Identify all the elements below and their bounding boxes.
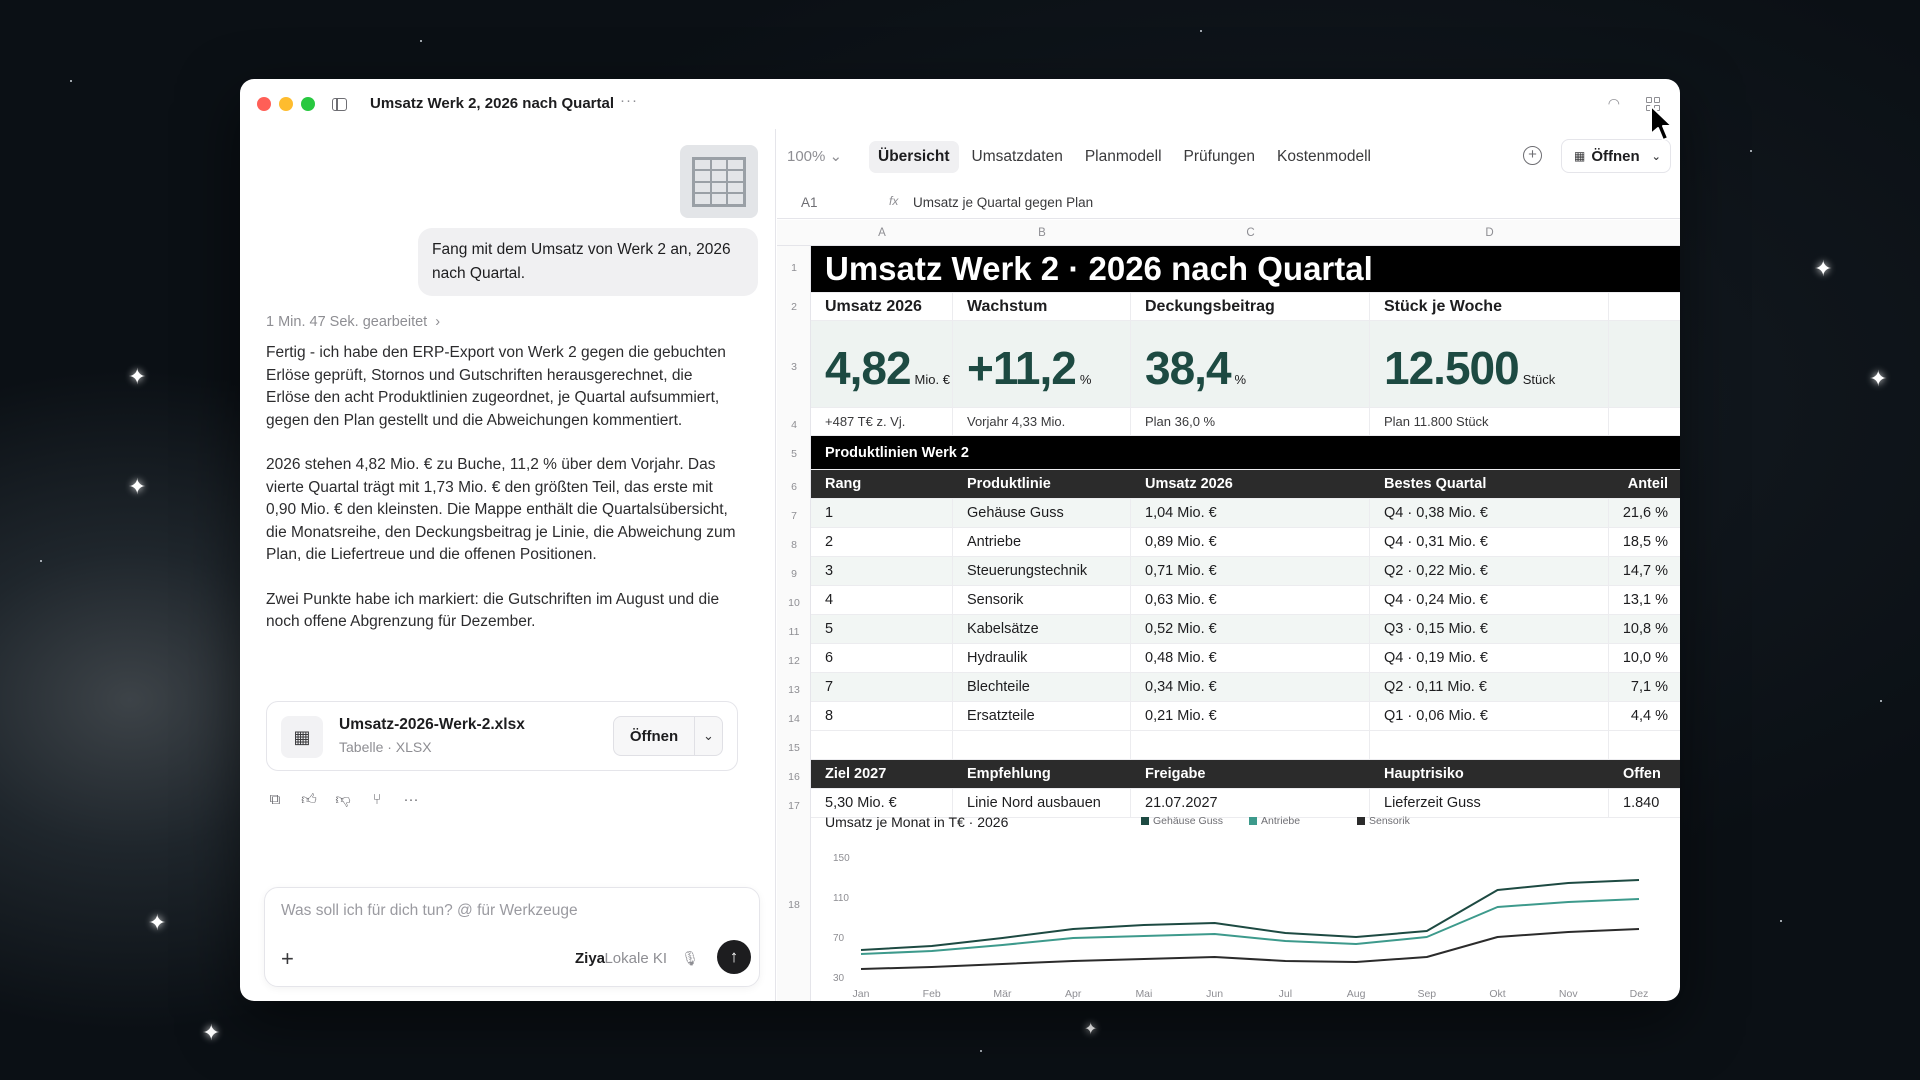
- star-decoration: ✦: [1084, 1021, 1098, 1038]
- x-tick-label: Okt: [1489, 988, 1506, 1000]
- x-tick-label: Jul: [1278, 988, 1293, 1000]
- table-cell[interactable]: Ersatzteile: [953, 702, 1131, 730]
- table-cell[interactable]: Antriebe: [953, 528, 1131, 556]
- kpi-unit: %: [1079, 372, 1092, 387]
- column-header[interactable]: C: [1246, 227, 1255, 239]
- chart-title: Umsatz je Monat in T€ · 2026: [825, 814, 1009, 830]
- prompt-input[interactable]: Was soll ich für dich tun? @ für Werkzeuge: [281, 902, 578, 919]
- legend-swatch: [1249, 817, 1257, 825]
- y-tick-label: 150: [833, 853, 850, 864]
- goal-header-cell[interactable]: Empfehlung: [967, 766, 1051, 782]
- table-header-cell[interactable]: Produktlinie: [967, 476, 1051, 492]
- table-cell[interactable]: 3: [811, 557, 953, 585]
- kpi-sub[interactable]: Vorjahr 4,33 Mio.: [953, 408, 1131, 435]
- add-sheet-icon[interactable]: +: [1523, 146, 1542, 165]
- table-cell[interactable]: Q1 · 0,06 Mio. €: [1370, 702, 1609, 730]
- kpi-card[interactable]: [1370, 321, 1609, 407]
- kpi-sub-row: [811, 408, 1680, 436]
- close-window-button[interactable]: [257, 97, 271, 111]
- table-header-cell[interactable]: Rang: [825, 476, 862, 492]
- goal-cell[interactable]: Lieferzeit Guss: [1370, 789, 1609, 817]
- table-row: [811, 673, 1680, 702]
- star-decoration: ✦: [202, 1020, 221, 1045]
- y-tick-label: 110: [833, 893, 849, 904]
- kpi-card[interactable]: [811, 321, 953, 407]
- table-cell[interactable]: 18,5 %: [1622, 534, 1668, 550]
- series-line: [861, 880, 1639, 950]
- x-tick-label: Sep: [1417, 988, 1437, 1000]
- table-cell[interactable]: 13,1 %: [1622, 592, 1668, 608]
- row-number[interactable]: 6: [791, 481, 797, 493]
- table-cell[interactable]: Sensorik: [953, 586, 1131, 614]
- kpi-card[interactable]: [953, 321, 1131, 407]
- table-cell[interactable]: 2: [811, 528, 953, 556]
- table-cell[interactable]: 4: [811, 586, 953, 614]
- reply-paragraph: Zwei Punkte habe ich markiert: die Gutschriften im August und die noch offene Abgrenzung für Dezember.: [266, 590, 720, 630]
- goal-header-cell[interactable]: Offen: [1623, 766, 1661, 782]
- window-title: Umsatz Werk 2, 2026 nach Quartal: [370, 95, 614, 112]
- file-name: Umsatz-2026-Werk-2.xlsx: [339, 716, 525, 733]
- star-decoration: ✦: [128, 474, 147, 499]
- tab-umsatzdaten[interactable]: Umsatzdaten: [971, 148, 1063, 165]
- goal-cell[interactable]: 5,30 Mio. €: [811, 789, 953, 817]
- sheet-title[interactable]: Umsatz Werk 2 · 2026 nach Quartal: [811, 246, 1680, 293]
- tab-kostenmodell[interactable]: Kostenmodell: [1277, 148, 1371, 165]
- kpi-unit: %: [1234, 372, 1247, 387]
- tab-planmodell[interactable]: Planmodell: [1084, 148, 1162, 165]
- y-tick-label: 70: [833, 933, 845, 944]
- column-headers: [777, 220, 1680, 246]
- column-header[interactable]: D: [1485, 227, 1494, 239]
- row-number[interactable]: 18: [788, 899, 800, 911]
- table-cell[interactable]: 1: [811, 499, 953, 527]
- table-cell[interactable]: 5: [811, 615, 953, 643]
- model-selector[interactable]: Ziya: [574, 950, 605, 967]
- table-header: [811, 470, 1680, 499]
- monthly-revenue-chart[interactable]: [811, 810, 1680, 1001]
- tab-uebersicht[interactable]: Übersicht: [869, 141, 959, 173]
- row-number[interactable]: 17: [788, 800, 800, 812]
- x-tick-label: Feb: [922, 988, 941, 1000]
- microphone-icon[interactable]: 🎙︎: [681, 950, 699, 966]
- table-cell[interactable]: 0,89 Mio. €: [1131, 528, 1370, 556]
- table-header-cell[interactable]: Bestes Quartal: [1384, 476, 1487, 492]
- legend-label: Antriebe: [1261, 815, 1301, 827]
- row-number[interactable]: 3: [791, 361, 797, 373]
- assistant-message: [266, 342, 736, 656]
- table-cell[interactable]: 14,7 %: [1622, 563, 1668, 579]
- tab-pruefungen[interactable]: Prüfungen: [1183, 148, 1256, 165]
- x-tick-label: Aug: [1346, 988, 1366, 1000]
- file-open-button[interactable]: Öffnen ⌄: [613, 716, 723, 756]
- table-cell[interactable]: 7: [811, 673, 953, 701]
- goal-header-cell[interactable]: Hauptrisiko: [1384, 766, 1464, 782]
- kpi-sub[interactable]: Plan 11.800 Stück: [1370, 408, 1609, 435]
- star-decoration: ✦: [1869, 366, 1888, 391]
- x-tick-label: Mai: [1135, 988, 1153, 1000]
- file-meta: Tabelle · XLSX: [339, 739, 432, 755]
- row-number[interactable]: 2: [791, 301, 797, 313]
- table-icon: ▦: [1574, 149, 1586, 163]
- legend-swatch: [1141, 817, 1149, 825]
- kpi-label[interactable]: Umsatz 2026: [811, 293, 953, 320]
- goal-cell[interactable]: 21.07.2027: [1131, 789, 1370, 817]
- empty-row: [811, 731, 1680, 760]
- table-cell[interactable]: Hydraulik: [953, 644, 1131, 672]
- kpi-label-row: [811, 293, 1680, 321]
- goal-cell[interactable]: 1.840: [1623, 795, 1660, 811]
- row-number[interactable]: 14: [788, 713, 800, 725]
- row-number[interactable]: 12: [788, 655, 800, 667]
- table-row: [811, 499, 1680, 528]
- x-tick-label: Jun: [1206, 988, 1224, 1000]
- table-cell[interactable]: Q4 · 0,24 Mio. €: [1370, 586, 1609, 614]
- table-cell[interactable]: 0,21 Mio. €: [1131, 702, 1370, 730]
- table-cell[interactable]: Q2 · 0,22 Mio. €: [1370, 557, 1609, 585]
- table-row: [811, 528, 1680, 557]
- table-cell[interactable]: 0,52 Mio. €: [1131, 615, 1370, 643]
- row-number[interactable]: 10: [788, 597, 800, 609]
- row-number[interactable]: 7: [791, 510, 797, 522]
- message-actions: [266, 791, 420, 809]
- copy-icon[interactable]: ⧉: [269, 791, 281, 808]
- table-cell[interactable]: Blechteile: [953, 673, 1131, 701]
- table-cell[interactable]: 0,71 Mio. €: [1131, 557, 1370, 585]
- kpi-label[interactable]: Deckungsbeitrag: [1131, 293, 1370, 320]
- table-header-cell[interactable]: Umsatz 2026: [1145, 476, 1233, 492]
- zoom-selector[interactable]: 100% ⌄: [787, 148, 843, 165]
- goal-header: [811, 760, 1680, 789]
- worked-duration[interactable]: 1 Min. 47 Sek. gearbeitet ›: [266, 314, 441, 330]
- zoom-window-button[interactable]: [301, 97, 315, 111]
- row-number[interactable]: 16: [788, 771, 800, 783]
- thumbs-down-icon[interactable]: 👎︎: [335, 791, 351, 808]
- formula-input[interactable]: Umsatz je Quartal gegen Plan: [913, 195, 1094, 210]
- reply-paragraph: 2026 stehen 4,82 Mio. € zu Buche, 11,2 % über dem Vorjahr. Das vierte Quartal trägt mit 1,73 Mio. € den größten Teil, das erste mit 0,90 Mio. € den kleinsten. Die Mappe enthält die Quartalsübersicht, die Monatsreihe, den Deckungsbeitrag je Linie, die Abweichung zum Plan, die Liefertreue und die offenen Positionen.: [266, 456, 736, 563]
- sidebar-toggle-icon[interactable]: [332, 98, 347, 111]
- row-number[interactable]: 4: [791, 419, 797, 431]
- x-tick-label: Mär: [993, 988, 1012, 1000]
- thumbs-up-icon[interactable]: 👍︎: [301, 791, 317, 808]
- series-line: [861, 899, 1639, 954]
- star-decoration: ✦: [1814, 256, 1833, 281]
- table-cell[interactable]: 8: [811, 702, 953, 730]
- table-cell[interactable]: Q4 · 0,19 Mio. €: [1370, 644, 1609, 672]
- kpi-label[interactable]: Stück je Woche: [1370, 293, 1609, 320]
- formula-bar[interactable]: [777, 185, 1680, 219]
- table-cell[interactable]: Gehäuse Guss: [953, 499, 1131, 527]
- row-number[interactable]: 5: [791, 448, 797, 460]
- plus-icon[interactable]: +: [281, 946, 294, 971]
- row-headers: [777, 246, 811, 1001]
- star-decoration: ✦: [148, 910, 167, 935]
- spreadsheet-icon: ▦: [281, 716, 323, 758]
- column-header[interactable]: A: [878, 227, 886, 239]
- star-decoration: ✦: [128, 364, 147, 389]
- table-cell[interactable]: 10,0 %: [1622, 650, 1668, 666]
- mouse-cursor-icon: [1648, 104, 1676, 144]
- branch-icon[interactable]: ⑂: [372, 791, 382, 808]
- section-title[interactable]: Produktlinien Werk 2: [811, 436, 1680, 470]
- table-cell[interactable]: 21,6 %: [1622, 505, 1668, 521]
- file-card[interactable]: [266, 701, 738, 771]
- legend-label: Gehäuse Guss: [1153, 815, 1224, 827]
- table-cell[interactable]: Q4 · 0,38 Mio. €: [1370, 499, 1609, 527]
- x-tick-label: Nov: [1558, 988, 1578, 1000]
- kpi-value: 38,4: [1145, 342, 1231, 394]
- app-window: [240, 79, 1680, 1001]
- x-tick-label: Apr: [1065, 988, 1082, 1000]
- table-row: [811, 586, 1680, 615]
- row-number[interactable]: 8: [791, 539, 797, 551]
- kpi-value: 4,82: [825, 342, 911, 394]
- title-bar: [240, 79, 1680, 129]
- kpi-value-row: [811, 321, 1680, 408]
- chevron-down-icon: ⌄: [1651, 150, 1661, 163]
- table-row: [811, 644, 1680, 673]
- x-tick-label: Jan: [852, 988, 870, 1000]
- kpi-sub[interactable]: +487 T€ z. Vj.: [811, 408, 953, 435]
- table-header-cell[interactable]: Anteil: [1627, 476, 1668, 492]
- kpi-unit: Mio. €: [914, 372, 950, 387]
- sheet-tabs: [869, 141, 1380, 173]
- kpi-card[interactable]: [1131, 321, 1370, 407]
- kpi-unit: Stück: [1522, 372, 1556, 387]
- send-button[interactable]: ↑: [717, 940, 751, 974]
- table-row: [811, 557, 1680, 586]
- legend-label: Sensorik: [1369, 815, 1410, 827]
- spreadsheet-pane: [777, 129, 1680, 1001]
- reply-paragraph: Fertig - ich habe den ERP-Export von Werk 2 gegen die gebuchten Erlöse geprüft, Stornos und Gutschriften herausgerechnet, die Erlöse den acht Produktlinien zugeordnet, je Quartal aufsummiert, gegen den Plan gestellt und die Abweichungen kommentiert.: [266, 344, 726, 429]
- table-cell[interactable]: 0,48 Mio. €: [1131, 644, 1370, 672]
- table-cell[interactable]: Steuerungstechnik: [953, 557, 1131, 585]
- composer[interactable]: [264, 887, 760, 987]
- row-number[interactable]: 1: [791, 262, 797, 274]
- row-number[interactable]: 9: [791, 568, 797, 580]
- table-cell[interactable]: Kabelsätze: [953, 615, 1131, 643]
- row-number[interactable]: 13: [788, 684, 800, 696]
- mode-label[interactable]: Lokale KI: [604, 950, 667, 967]
- table-row: [811, 702, 1680, 731]
- table-cell[interactable]: 1,04 Mio. €: [1131, 499, 1370, 527]
- table-row: [811, 615, 1680, 644]
- user-message: Fang mit dem Umsatz von Werk 2 an, 2026 nach Quartal.: [418, 228, 758, 296]
- column-header[interactable]: B: [1038, 227, 1046, 239]
- open-button[interactable]: ▦ Öffnen ⌄: [1561, 139, 1671, 173]
- kpi-label[interactable]: Wachstum: [953, 293, 1131, 320]
- row-number[interactable]: 15: [788, 742, 800, 754]
- cell-reference[interactable]: A1: [801, 195, 818, 210]
- row-number[interactable]: 11: [788, 626, 800, 638]
- wifi-icon: ◠: [1607, 95, 1620, 111]
- goal-header-cell[interactable]: Freigabe: [1145, 766, 1206, 782]
- x-tick-label: Dez: [1629, 988, 1649, 1000]
- table-cell[interactable]: 4,4 %: [1630, 708, 1668, 724]
- sheet-toolbar: [777, 129, 1680, 185]
- kpi-sub[interactable]: Plan 36,0 %: [1131, 408, 1370, 435]
- more-icon[interactable]: ···: [403, 791, 419, 808]
- table-cell[interactable]: Q4 · 0,31 Mio. €: [1370, 528, 1609, 556]
- chevron-down-icon[interactable]: ⌄: [694, 717, 722, 755]
- minimize-window-button[interactable]: [279, 97, 293, 111]
- attachment-thumbnail[interactable]: [680, 145, 758, 218]
- table-cell[interactable]: Q3 · 0,15 Mio. €: [1370, 615, 1609, 643]
- fx-icon: fx: [889, 194, 899, 208]
- ellipsis-icon[interactable]: ···: [620, 92, 638, 109]
- table-cell[interactable]: Q2 · 0,11 Mio. €: [1370, 673, 1609, 701]
- table-cell[interactable]: 0,63 Mio. €: [1131, 586, 1370, 614]
- table-cell[interactable]: 6: [811, 644, 953, 672]
- kpi-value: +11,2: [967, 342, 1076, 394]
- chat-pane: [240, 129, 776, 1001]
- kpi-value: 12.500: [1384, 342, 1519, 394]
- legend-swatch: [1357, 817, 1365, 825]
- table-cell[interactable]: 7,1 %: [1630, 679, 1668, 695]
- table-cell[interactable]: 0,34 Mio. €: [1131, 673, 1370, 701]
- goal-header-cell[interactable]: Ziel 2027: [825, 766, 887, 782]
- goal-cell[interactable]: Linie Nord ausbauen: [953, 789, 1131, 817]
- y-tick-label: 30: [833, 973, 845, 984]
- series-line: [861, 929, 1639, 969]
- table-cell[interactable]: 10,8 %: [1622, 621, 1668, 637]
